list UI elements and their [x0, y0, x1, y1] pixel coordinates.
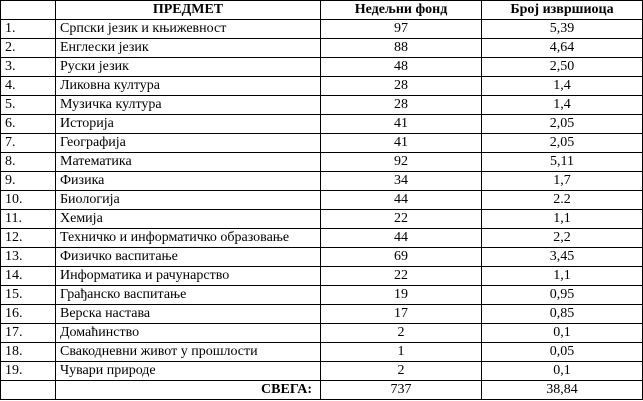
row-weekly-fund: 22 — [321, 210, 482, 229]
total-executors: 38,84 — [482, 381, 643, 400]
row-executors: 1,1 — [482, 210, 643, 229]
row-subject: Географија — [56, 134, 321, 153]
row-subject: Физичко васпитање — [56, 248, 321, 267]
row-weekly-fund: 41 — [321, 115, 482, 134]
row-number: 13. — [1, 248, 56, 267]
row-number: 1. — [1, 20, 56, 39]
row-number: 4. — [1, 77, 56, 96]
table-row — [1, 20, 643, 39]
table-row — [1, 153, 643, 172]
row-weekly-fund: 44 — [321, 229, 482, 248]
table-row — [1, 191, 643, 210]
row-weekly-fund: 34 — [321, 172, 482, 191]
row-subject: Грађанско васпитање — [56, 286, 321, 305]
row-executors: 0,1 — [482, 324, 643, 343]
row-executors: 0,85 — [482, 305, 643, 324]
row-executors: 1,7 — [482, 172, 643, 191]
row-executors: 2,2 — [482, 229, 643, 248]
table-row — [1, 39, 643, 58]
row-subject: Музичка култура — [56, 96, 321, 115]
row-subject: Чувари природе — [56, 362, 321, 381]
row-weekly-fund: 97 — [321, 20, 482, 39]
total-row — [1, 381, 643, 400]
row-subject: Биологија — [56, 191, 321, 210]
row-number: 16. — [1, 305, 56, 324]
row-weekly-fund: 28 — [321, 77, 482, 96]
table-row — [1, 172, 643, 191]
row-executors: 0,1 — [482, 362, 643, 381]
row-subject: Свакодневни живот у прошлости — [56, 343, 321, 362]
row-executors: 1,1 — [482, 267, 643, 286]
row-weekly-fund: 88 — [321, 39, 482, 58]
table-row — [1, 305, 643, 324]
total-weekly-fund: 737 — [321, 381, 482, 400]
table-row — [1, 134, 643, 153]
row-executors: 1,4 — [482, 77, 643, 96]
row-subject: Ликовна култура — [56, 77, 321, 96]
row-subject: Хемија — [56, 210, 321, 229]
row-number: 17. — [1, 324, 56, 343]
row-executors: 4,64 — [482, 39, 643, 58]
row-subject: Техничко и информатичко образовање — [56, 229, 321, 248]
row-executors: 5,11 — [482, 153, 643, 172]
table-row — [1, 77, 643, 96]
row-number: 11. — [1, 210, 56, 229]
row-executors: 2,50 — [482, 58, 643, 77]
table-row — [1, 267, 643, 286]
table-row — [1, 286, 643, 305]
row-number: 15. — [1, 286, 56, 305]
row-executors: 1,4 — [482, 96, 643, 115]
table-row — [1, 362, 643, 381]
header-num — [1, 1, 56, 20]
row-subject: Српски језик и књижевност — [56, 20, 321, 39]
row-subject: Енглески језик — [56, 39, 321, 58]
total-label: СВЕГА: — [56, 381, 321, 400]
row-number: 14. — [1, 267, 56, 286]
row-executors: 5,39 — [482, 20, 643, 39]
row-number: 2. — [1, 39, 56, 58]
row-weekly-fund: 22 — [321, 267, 482, 286]
row-executors: 2,05 — [482, 134, 643, 153]
header-row — [1, 1, 643, 20]
row-number: 10. — [1, 191, 56, 210]
row-number: 3. — [1, 58, 56, 77]
row-executors: 0,95 — [482, 286, 643, 305]
header-executors: Број извршиоца — [482, 1, 643, 20]
row-subject: Физика — [56, 172, 321, 191]
row-weekly-fund: 2 — [321, 324, 482, 343]
total-blank-cell — [1, 381, 56, 400]
table-row — [1, 343, 643, 362]
row-weekly-fund: 28 — [321, 96, 482, 115]
row-subject: Информатика и рачунарство — [56, 267, 321, 286]
row-number: 12. — [1, 229, 56, 248]
table-row — [1, 248, 643, 267]
row-subject: Руски језик — [56, 58, 321, 77]
row-subject: Верска настава — [56, 305, 321, 324]
row-subject: Историја — [56, 115, 321, 134]
table-row — [1, 96, 643, 115]
row-executors: 2,05 — [482, 115, 643, 134]
row-weekly-fund: 44 — [321, 191, 482, 210]
row-weekly-fund: 48 — [321, 58, 482, 77]
row-weekly-fund: 41 — [321, 134, 482, 153]
row-weekly-fund: 2 — [321, 362, 482, 381]
row-weekly-fund: 1 — [321, 343, 482, 362]
row-weekly-fund: 19 — [321, 286, 482, 305]
table-row — [1, 210, 643, 229]
row-number: 19. — [1, 362, 56, 381]
table-body — [1, 20, 643, 381]
table-row — [1, 229, 643, 248]
header-subject: ПРЕДМЕТ — [56, 1, 321, 20]
header-weekly-fund: Недељни фонд — [321, 1, 482, 20]
row-executors: 2.2 — [482, 191, 643, 210]
row-number: 5. — [1, 96, 56, 115]
table-row — [1, 58, 643, 77]
table-row — [1, 115, 643, 134]
row-weekly-fund: 17 — [321, 305, 482, 324]
row-executors: 0,05 — [482, 343, 643, 362]
row-executors: 3,45 — [482, 248, 643, 267]
row-number: 8. — [1, 153, 56, 172]
table-row — [1, 324, 643, 343]
row-weekly-fund: 92 — [321, 153, 482, 172]
row-subject: Домаћинство — [56, 324, 321, 343]
row-subject: Математика — [56, 153, 321, 172]
row-number: 7. — [1, 134, 56, 153]
row-number: 6. — [1, 115, 56, 134]
row-number: 9. — [1, 172, 56, 191]
row-weekly-fund: 69 — [321, 248, 482, 267]
row-number: 18. — [1, 343, 56, 362]
